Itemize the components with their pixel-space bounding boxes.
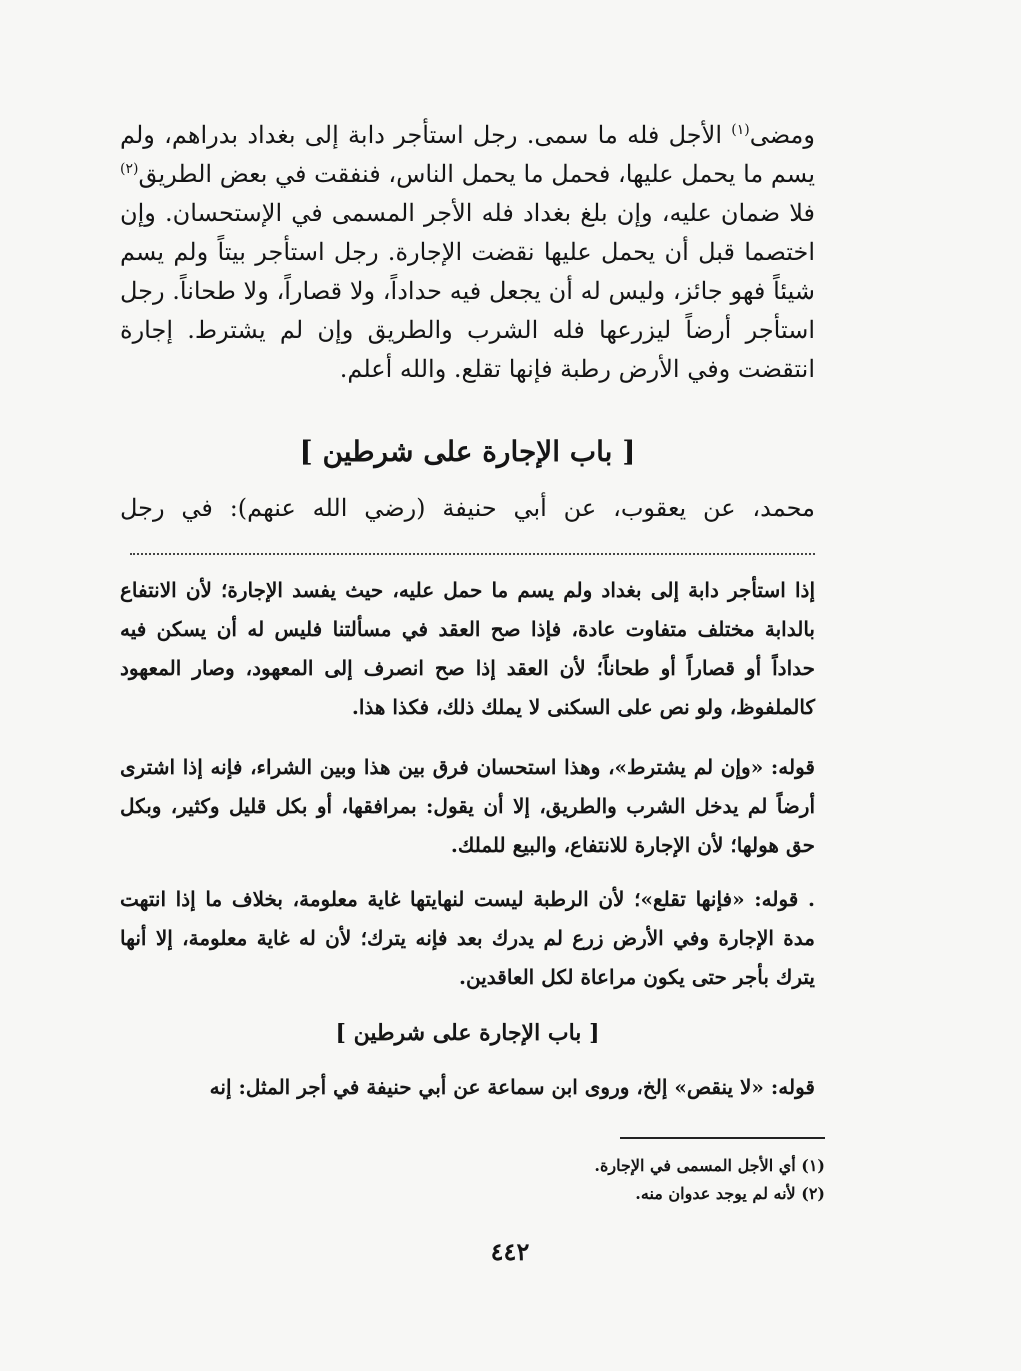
commentary-paragraph-2: قوله: «وإن لم يشترط»، وهذا استحسان فرق بين هذا وبين الشراء، فإنه إذا اشترى أرضاً لم يدخل الشرب والطريق، إلا أن يقول: بمرافقها، أو بكل قليل وكثير، وبكل حق هولها؛ لأن الإجارة للانتفاع، والبيع للملك. bbox=[120, 755, 815, 857]
page-number: ٤٤٢ bbox=[490, 1237, 530, 1266]
footnote-rule bbox=[620, 1137, 825, 1139]
main-text-part-3: فلا ضمان عليه، وإن بلغ بغداد فله الأجر المسمى في الإستحسان. وإن اختصما قبل أن يحمل عليها نقضت الإجارة. رجل استأجر بيتاً ولم يسم شيئاً فهو جائز، وليس له أن يجعل فيه حداداً، ولا قصاراً، ولا طحاناً. رجل استأجر أرضاً ليزرعها فله الشرب والطريق وإن لم يشترط. إجارة انتقضت وفي الأرض رطبة فإنها تقلع. والله أعلم. bbox=[120, 199, 815, 383]
commentary-paragraph-3: . قوله: «فإنها تقلع»؛ لأن الرطبة ليست لنهايتها غاية معلومة، بخلاف ما إذا انتهت مدة الإجارة وفي الأرض زرع لم يدرك بعد فإنه يترك؛ لأن له غاية معلومة، إلا أنها يترك بأجر حتى يكون مراعاة لكل العاقدين. bbox=[120, 887, 815, 989]
footnotes bbox=[420, 1152, 825, 1208]
footnote-marker-2: (٢) bbox=[120, 161, 139, 177]
commentary-chapter-heading: [ باب الإجارة على شرطين ] bbox=[335, 1020, 600, 1046]
footnote-marker-1: (١) bbox=[731, 122, 750, 138]
main-text-part-2: الأجل فله ما سمى. رجل استأجر دابة إلى بغداد بدراهم، ولم يسم ما يحمل عليها، فحمل ما يحمل الناس، فنفقت في بعض الطريق bbox=[120, 121, 815, 188]
narration-chain: محمد، عن يعقوب، عن أبي حنيفة (رضي الله عنهم): في رجل bbox=[120, 494, 815, 522]
footnote-1: (١) أي الأجل المسمى في الإجارة. bbox=[594, 1156, 825, 1175]
commentary-paragraph-4: قوله: «لا ينقص» إلخ، وروى ابن سماعة عن أبي حنيفة في أجر المثل: إنه bbox=[209, 1075, 815, 1099]
chapter-heading: [ باب الإجارة على شرطين ] bbox=[299, 435, 636, 468]
main-text-paragraph bbox=[120, 116, 815, 389]
dotted-separator bbox=[130, 553, 815, 555]
commentary-paragraph-1: إذا استأجر دابة إلى بغداد ولم يسم ما حمل عليه، حيث يفسد الإجارة؛ لأن الانتفاع بالدابة مختلف متفاوت عادة، فإذا صح العقد في مسألتنا فليس له أن يسكن فيه حداداً أو قصاراً أو طحاناً؛ لأن العقد إذا صح انصرف إلى المعهود، وصار المعهود كالملفوظ، ولو نص على السكنى لا يملك ذلك، فكذا هذا. bbox=[120, 578, 815, 719]
footnote-2: (٢) لأنه لم يوجد عدوان منه. bbox=[635, 1184, 825, 1203]
main-text-part-1: ومضى bbox=[749, 121, 815, 149]
